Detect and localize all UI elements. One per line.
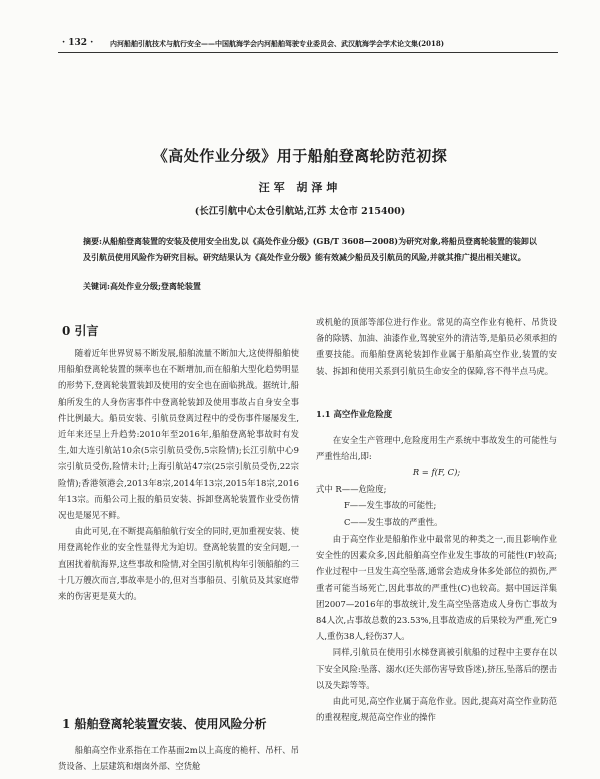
paragraph: 船舶高空作业系指在工作基面2m以上高度的桅杆、吊杆、吊货设备、上层建筑和烟囱外部、空货舱: [58, 745, 299, 772]
page-number: · 132 ·: [62, 38, 94, 48]
abstract-label: 摘要:: [83, 236, 102, 246]
subsection-1-1-heading: 1.1 高空作业危险度: [316, 409, 393, 419]
paragraph: 随着近年世界贸易不断发展,船舶流量不断加大,这使得船舶使用船舶登离轮装置的频率也在不断增加,而在船舶大型化趋势明显的形势下,登离轮装置装卸及使用的安全也在面临挑战。据统计,船舶所发生的人身伤害事件中登离轮装卸及使用事故占自身安全事件比例最大。船员安装、引航员登离过程中的受伤事件屡屡发生,近年来还呈上升趋势:2010年至2016年,船舶登离轮事故时有发生,如大连引航站10余(5宗引航员受伤,5宗险情);长江引航中心9宗引航员受伤,险情未计;上海引航站47宗(25宗引航员受伤,22宗险情);香港领港会,2013年8宗,2014年13宗,2015年18宗,2016年13宗。而船公司上报的船员安装、拆卸登离轮装置作业受伤情况也是屡见不鲜。: [58, 348, 299, 521]
definition-c: C——发生事故的严重性。: [344, 516, 443, 527]
keywords-text: 高处作业分级;登离轮装置: [109, 281, 201, 291]
paper-authors: 汪军 胡泽坤: [258, 181, 342, 194]
paragraph: 由于高空作业是船舶作业中最常见的种类之一,而且影响作业安全性的因素众多,因此船舶高空作业发生事故的可能性(F)较高;作业过程中一旦发生高空坠落,通常会造成身体多处部位的损伤,严重者可能当场死亡,因此事故的严重性(C)也较高。据中国远洋集团2007—2016年的事故统计,发生高空坠落造成人身伤亡事故为84人次,占事故总数的23.53%,且事故造成的后果较为严重,死亡9人,重伤38人,轻伤37人。: [316, 534, 557, 642]
left-column: [58, 345, 299, 604]
definition-r: 式中 R——危险度;: [316, 484, 387, 494]
paragraph: 或机舱的顶部等部位进行作业。常见的高空作业有桅杆、吊货设备的除锈、加油、油漆作业,驾驶室外的清洁等,是船员必须承担的重要技能。而船舶登离轮装卸作业属于船舶高空作业,装置的安装、拆卸和使用关系到引航员生命安全的保障,容不得半点马虎。: [316, 317, 557, 376]
paragraph: 由此可见,在不断提高船舶航行安全的同时,更加重视安装、使用登离轮作业的安全性显得尤为迫切。登离轮装置的安全问题,一直困扰着航海界,这些事故和险情,对全国引航机构年引领船舶约三十几万艘次而言,事故率是小的,但对当事船员、引航员及其家庭带来的伤害更是莫大的。: [58, 526, 299, 602]
paper-title: 《高处作业分级》用于船舶登离轮防范初探: [152, 147, 448, 165]
abstract: [83, 233, 538, 265]
keywords: [83, 281, 538, 292]
paper-affiliation: (长江引航中心太仓引航站,江苏 太仓市 215400): [194, 206, 406, 217]
section-0-heading: 0 引言: [62, 324, 99, 338]
formula: R = f(F, C);: [412, 467, 461, 478]
formula-definitions: [316, 481, 557, 530]
section-1-heading: 1 船舶登离轮装置安装、使用风险分析: [62, 717, 267, 731]
keywords-label: 关键词:: [83, 281, 110, 291]
header-rule: [58, 52, 558, 53]
subsection-1-1-intro: [316, 432, 557, 481]
section-1-left-text: [58, 742, 299, 774]
subsection-1-1-body: [316, 531, 557, 725]
paragraph: 同样,引航员在使用引水梯登离被引航船的过程中主要存在以下安全风险:坠落、溺水(还失部伤害导致昏迷),挤压,坠落后的摆击以及失踪等等。: [316, 647, 557, 690]
running-title: 内河船舶引航技术与航行安全——中国航海学会内河船舶驾驶专业委员会、武汉航海学会学术论文集(2018): [110, 39, 445, 48]
paragraph: 在安全生产管理中,危险度用生产系统中事故发生的可能性与严重性给出,即:: [316, 435, 557, 462]
abstract-text: 从船舶登离装置的安装及使用安全出发,以《高处作业分级》(GB/T 3608—2008)为研究对象,将船员登离轮装置的装卸以及引航员使用风险作为研究目标。研究结果认为《高处作业分级》能有效减少船员及引航员的风险,并就其推广提出相关建议。: [83, 236, 537, 262]
paragraph: 由此可见,高空作业属于高危作业。因此,提高对高空作业防范的重视程度,规范高空作业的操作: [316, 696, 557, 723]
right-column-top: [316, 314, 557, 379]
definition-f: F——发生事故的可能性;: [344, 500, 437, 511]
